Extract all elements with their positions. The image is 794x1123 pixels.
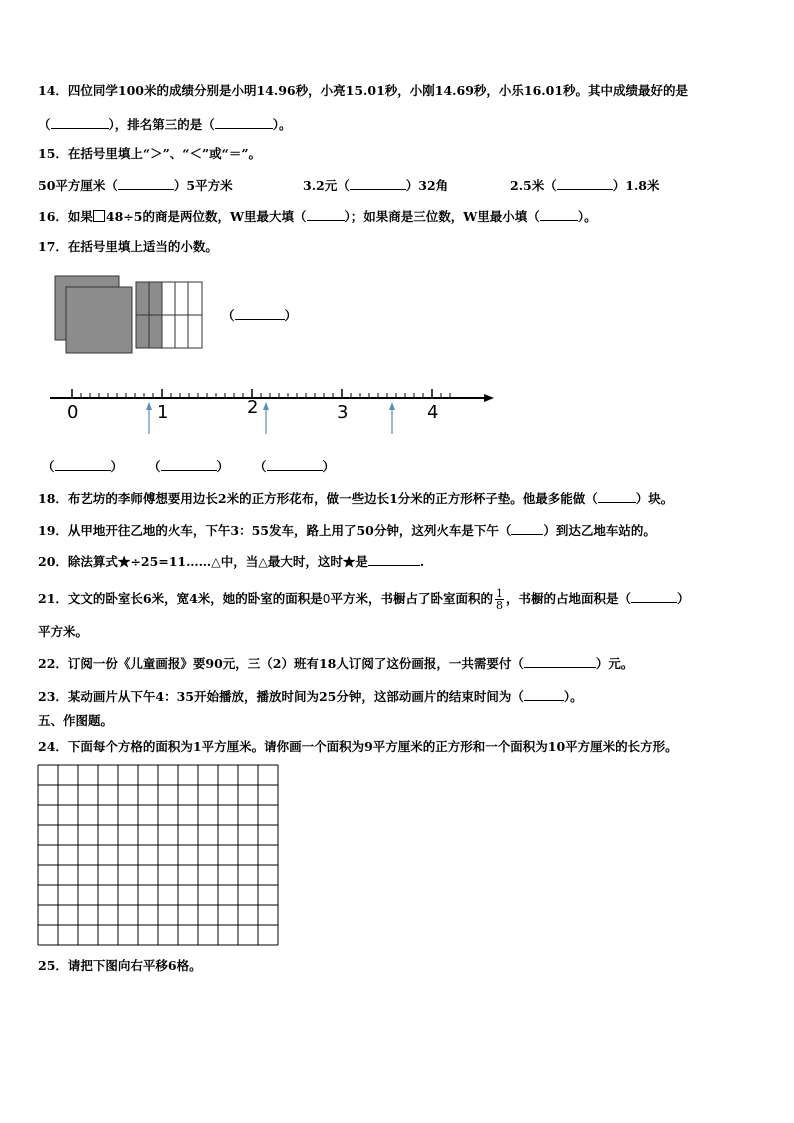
q16-blank-1[interactable] bbox=[307, 208, 345, 221]
q17-blank-1[interactable] bbox=[235, 307, 285, 320]
q15-item1-right: ）5平方米 bbox=[173, 178, 233, 193]
q17-close-2: ） bbox=[110, 459, 124, 474]
q17-close-1: ） bbox=[284, 308, 298, 323]
q20 bbox=[38, 553, 424, 570]
q14-line2 bbox=[38, 116, 292, 133]
q23 bbox=[38, 688, 583, 705]
fraction-denominator: 8 bbox=[495, 599, 503, 612]
q22 bbox=[38, 655, 633, 672]
q17-blank-4[interactable] bbox=[267, 458, 323, 471]
q22-blank[interactable] bbox=[524, 655, 596, 668]
q15-item3-right: ）1.8米 bbox=[612, 178, 660, 193]
q14-close: ）。 bbox=[272, 117, 292, 132]
tick-label: 1 bbox=[157, 402, 169, 423]
number-line bbox=[46, 384, 506, 444]
section-5-title: 五、作图题。 bbox=[38, 713, 114, 728]
q17-open-3: （ bbox=[148, 459, 161, 474]
q15-blank-3[interactable] bbox=[557, 177, 613, 190]
q18-close: ）块。 bbox=[635, 491, 674, 506]
arrow-right-icon bbox=[484, 394, 494, 402]
q17-close-3: ） bbox=[216, 459, 230, 474]
q16 bbox=[38, 208, 597, 225]
q19 bbox=[38, 522, 656, 539]
tick-label: 3 bbox=[337, 402, 349, 423]
q20-close: . bbox=[419, 554, 425, 569]
q14-answer-blank-1[interactable] bbox=[51, 116, 109, 129]
q15-blank-1[interactable] bbox=[118, 177, 174, 190]
q19-text: 19．从甲地开往乙地的火车，下午3：55发车，路上用了50分钟，这列火车是下午（ bbox=[38, 523, 512, 538]
q19-close: ）到达乙地车站的。 bbox=[543, 523, 656, 538]
q15-item2-right: ）32角 bbox=[405, 178, 449, 193]
arrow-up-icon bbox=[146, 402, 152, 410]
q21-part1: 21．文文的卧室长6米，宽4米，她的卧室的面积是 bbox=[38, 591, 323, 606]
q15-item1-left: 50平方厘米（ bbox=[38, 178, 118, 193]
q16-prefix: 16．如果 bbox=[38, 209, 93, 224]
q16-expr: 48÷5的商是两位数，W里最大填（ bbox=[105, 209, 307, 224]
q22-text: 22．订阅一份《儿童画报》要90元，三（2）班有18人订阅了这份画报，一共需要付（ bbox=[38, 656, 524, 671]
q17-open-1: （ bbox=[222, 308, 235, 323]
q16-blank-2[interactable] bbox=[540, 208, 578, 221]
q21-zero: 0 bbox=[322, 592, 331, 606]
square-front bbox=[66, 287, 132, 353]
q17-blank-3[interactable] bbox=[161, 458, 217, 471]
q14-answer-blank-2[interactable] bbox=[215, 116, 273, 129]
q18-blank[interactable] bbox=[598, 490, 636, 503]
q16-mid: ）；如果商是三位数，W里最小填（ bbox=[344, 209, 540, 224]
q17-close-4: ） bbox=[322, 459, 336, 474]
q21-part2: 平方米，书橱占了卧室面积的 bbox=[330, 591, 493, 606]
q21-part3: ，书橱的占地面积是（ bbox=[505, 591, 631, 606]
fraction-numerator: 1 bbox=[495, 587, 503, 600]
q21-close: ） bbox=[676, 591, 690, 606]
q17-answer-2 bbox=[42, 458, 123, 475]
q15-blank-2[interactable] bbox=[350, 177, 406, 190]
q15-item-3 bbox=[510, 177, 660, 194]
q20-text: 20．除法算式★÷25=11……△中，当△最大时，这时★是 bbox=[38, 554, 368, 569]
q17-answer-1 bbox=[222, 307, 297, 324]
q23-close: ）。 bbox=[563, 689, 583, 704]
q15-item2-left: 3.2元（ bbox=[303, 178, 350, 193]
q17-answer-4 bbox=[254, 458, 335, 475]
tick-label: 0 bbox=[67, 402, 79, 423]
q15-item-2 bbox=[303, 177, 448, 194]
q17-open-4: （ bbox=[254, 459, 267, 474]
square-grid[interactable] bbox=[37, 764, 281, 947]
q21-fraction bbox=[495, 588, 504, 611]
q15-item-1 bbox=[38, 177, 233, 194]
arrow-up-icon bbox=[389, 402, 395, 410]
q17-title: 17．在括号里填上适当的小数。 bbox=[38, 239, 218, 254]
q22-close: ）元。 bbox=[595, 656, 634, 671]
q20-blank[interactable] bbox=[368, 553, 420, 566]
tenths-grid bbox=[136, 282, 202, 348]
q15-title: 15．在括号里填上“＞”、“＜”或“＝”。 bbox=[38, 146, 262, 161]
q15-item3-left: 2.5米（ bbox=[510, 178, 557, 193]
q21-line2: 平方米。 bbox=[38, 624, 89, 639]
q17-blank-2[interactable] bbox=[55, 458, 111, 471]
q14-mid: ），排名第三的是（ bbox=[108, 117, 215, 132]
q21-blank[interactable] bbox=[631, 590, 677, 603]
q14-open: （ bbox=[38, 117, 51, 132]
q21-line1 bbox=[38, 588, 689, 611]
q23-blank[interactable] bbox=[524, 688, 564, 701]
tick-label: 4 bbox=[427, 402, 439, 423]
q18-text: 18．布艺坊的李师傅想要用边长2米的正方形花布，做一些边长1分米的正方形杯子垫。他最多能做（ bbox=[38, 491, 598, 506]
q18 bbox=[38, 490, 673, 507]
q16-close: ）。 bbox=[577, 209, 597, 224]
q14-line1: 14．四位同学100米的成绩分别是小明14.96秒，小亮15.01秒，小刚14.69秒，小乐16.01秒。其中成绩最好的是 bbox=[38, 83, 689, 98]
tick-label: 2 bbox=[247, 397, 259, 418]
q17-squares-figure bbox=[54, 275, 214, 357]
q19-blank[interactable] bbox=[511, 522, 543, 535]
q17-answer-3 bbox=[148, 458, 229, 475]
q23-text: 23．某动画片从下午4：35开始播放，播放时间为25分钟，这部动画片的结束时间为（ bbox=[38, 689, 524, 704]
arrow-up-icon bbox=[263, 402, 269, 410]
empty-box-icon bbox=[93, 210, 105, 222]
q24: 24．下面每个方格的面积为1平方厘米。请你画一个面积为9平方厘米的正方形和一个面积为10平方厘米的长方形。 bbox=[38, 739, 678, 754]
q17-open-2: （ bbox=[42, 459, 55, 474]
q25: 25．请把下图向右平移6格。 bbox=[38, 958, 202, 973]
